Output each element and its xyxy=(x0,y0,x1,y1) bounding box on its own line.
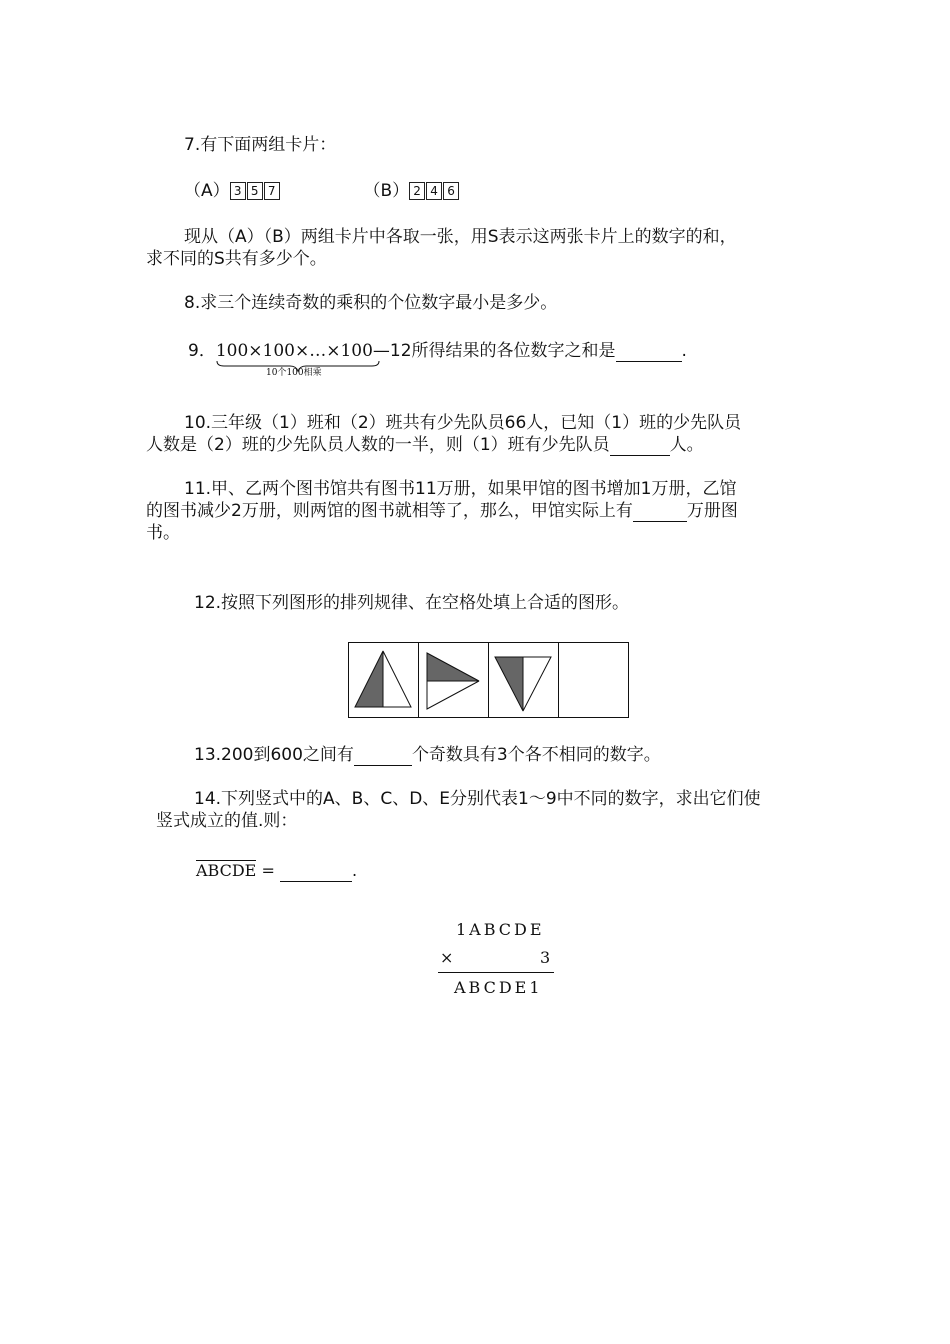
q9-brace-label: 10个100相乘 xyxy=(266,368,322,378)
q14-answer-line xyxy=(196,860,357,882)
q13-line xyxy=(194,744,661,766)
q14-end: . xyxy=(351,861,358,880)
q11-line-3: 书。 xyxy=(146,523,180,543)
q13-text-start: 13.200到600之间有 xyxy=(194,745,354,765)
q12-text: 12.按照下列图形的排列规律、在空格处填上合适的图形。 xyxy=(194,593,630,613)
triangle-right-top-shaded-icon xyxy=(419,643,488,717)
q11-line-2-text: 的图书减少2万册，则两馆的图书就相等了，那么，甲馆实际上有 xyxy=(146,501,633,521)
mult-sign: × xyxy=(440,948,457,967)
q14-line-2: 竖式成立的值.则： xyxy=(156,811,298,831)
q7-group-b-label: （B） xyxy=(363,181,410,201)
q11-line-2 xyxy=(146,500,738,522)
q7-group-b-card-1: 2 xyxy=(409,182,425,200)
q9-text: —12所得结果的各位数字之和是 xyxy=(372,341,616,361)
q14-line-1: 14.下列竖式中的A、B、C、D、E分别代表1～9中不同的数字，求出它们使 xyxy=(194,789,761,809)
triangle-down-left-shaded-icon xyxy=(489,643,558,717)
q9-answer-blank xyxy=(616,343,682,362)
q10-answer-blank xyxy=(610,437,670,456)
q7-group-a-card-1: 3 xyxy=(230,182,246,200)
q10-line-1: 10.三年级（1）班和（2）班共有少先队员66人，已知（1）班的少先队员 xyxy=(184,413,742,433)
q11-line-1: 11.甲、乙两个图书馆共有图书11万册，如果甲馆的图书增加1万册，乙馆 xyxy=(184,479,737,499)
q7-group-b-card-2: 4 xyxy=(426,182,442,200)
q14-answer-blank xyxy=(280,863,352,882)
pattern-cell-2 xyxy=(419,643,489,717)
q7-group-a-label: （A） xyxy=(184,181,230,201)
pattern-cell-3 xyxy=(489,643,559,717)
q7-title: 7.有下面两组卡片： xyxy=(184,135,337,155)
mult-result: ABCDE1 xyxy=(454,978,543,997)
pattern-cell-1 xyxy=(349,643,419,717)
q7-group-a-card-3: 7 xyxy=(264,182,280,200)
q9-line xyxy=(188,340,687,362)
q13-text-end: 个奇数具有3个各不相同的数字。 xyxy=(411,745,661,765)
q9-end: . xyxy=(681,341,687,361)
q11-line-2-end: 万册图 xyxy=(686,501,738,521)
q7-line-1: 现从（A）（B）两组卡片中各取一张，用S表示这两张卡片上的数字的和， xyxy=(184,227,737,247)
q10-line-2 xyxy=(146,434,704,456)
q8-text: 8.求三个连续奇数的乘积的个位数字最小是多少。 xyxy=(184,293,558,313)
q7-cards-row xyxy=(184,180,460,202)
q7-group-b-card-3: 6 xyxy=(443,182,459,200)
q11-answer-blank xyxy=(633,503,687,522)
q9-number: 9． xyxy=(188,341,216,361)
q13-answer-blank xyxy=(354,747,412,766)
mult-rule xyxy=(438,972,554,973)
q10-line-2-end: 人。 xyxy=(669,435,704,455)
pattern-cell-blank xyxy=(559,643,628,717)
q7-group-a-card-2: 5 xyxy=(247,182,263,200)
q9-expression: 100×100×…×100 xyxy=(215,341,373,361)
q7-line-2: 求不同的S共有多少个。 xyxy=(146,249,327,269)
q14-equals: = xyxy=(256,861,280,880)
pattern-strip xyxy=(348,642,629,718)
q14-abcde-overline: ABCDE xyxy=(196,861,257,880)
mult-factor: 3 xyxy=(540,948,554,967)
q10-line-2-text: 人数是（2）班的少先队员人数的一半，则（1）班有少先队员 xyxy=(146,435,610,455)
mult-top-number: 1ABCDE xyxy=(456,920,545,939)
triangle-up-left-shaded-icon xyxy=(349,643,418,717)
